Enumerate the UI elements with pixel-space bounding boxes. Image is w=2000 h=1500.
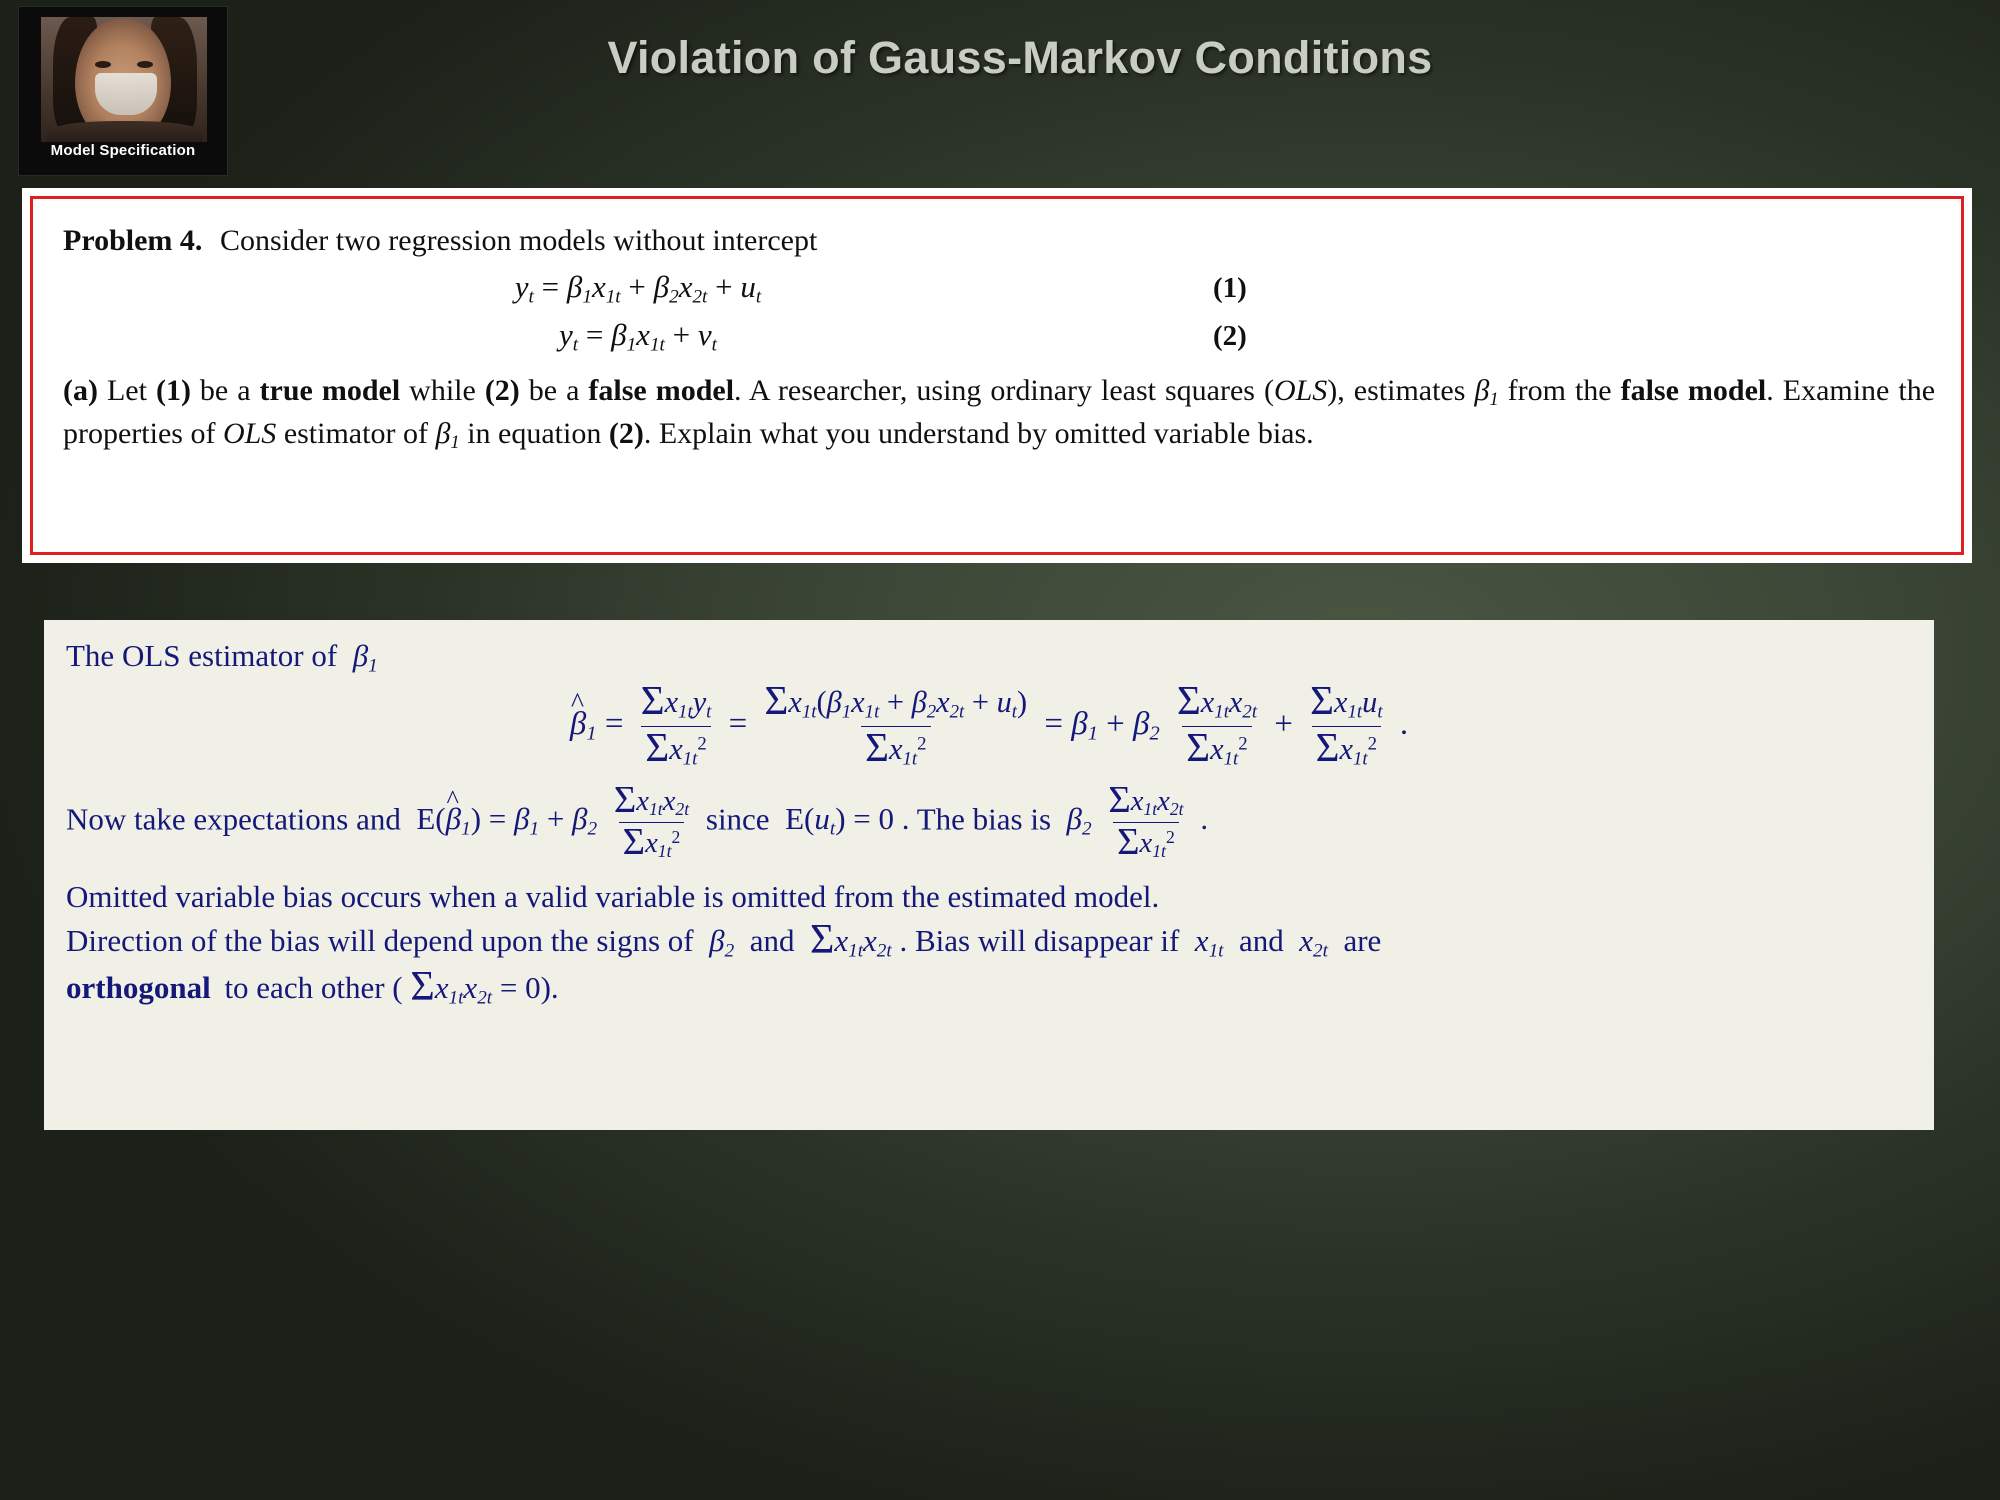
expectation-prefix: Now take expectations and (66, 801, 401, 837)
orthogonal-keyword: orthogonal (66, 970, 211, 1006)
problem-part-a: (a) Let (1) be a true model while (2) be a false model. A researcher, using ordinary least squares (OLS), estimates $\beta_1$ from the false model. Examine the properties of OLS estimator of $\beta_1$ in equation (2). Explain what you understand by omitted variable bias. (63, 374, 1936, 454)
orthogonal-condition: $\Sigma x_{1t}x_{2t} = 0$ (410, 964, 541, 1011)
direction-and: and (749, 922, 795, 958)
direction-text-1: Direction of the bias will depend upon the signs of (66, 922, 694, 958)
problem-panel-border (30, 196, 1964, 555)
webcam-caption: Model Specification (50, 142, 196, 159)
main-derivation-equation: β $\^{}_1$ = $\frac{\Sigma x_{1t}y_t}{\Sigma x_{1t}^2}$ = $\frac{\Sigma x_{1t}(\beta_1x_{1t} + \beta_2x_{2t} + u_t)}{\Sigma x_{1t}^2}$ = $\beta_1 + \beta_2$ $\frac{\Sigma x_{1t}x_{2t}}{\Sigma x_{1t}^2}$ + $\frac{\Sigma x_{1t}u_t}{\Sigma x_{1t}^2}$ . (66, 681, 1912, 771)
equation-row-1 (63, 267, 1935, 310)
equation-1-number: (1) (1213, 271, 1247, 304)
expectation-since: since (705, 801, 770, 837)
solution-intro-text: The OLS estimator of (66, 638, 338, 673)
solution-intro-line (66, 636, 1912, 679)
equation-1: $y_t = \beta_1x_{1t} + \beta_2x_{2t} + u_t$ (514, 268, 762, 307)
problem-panel (22, 188, 1972, 563)
bias-expression: $\beta_2$ $\frac{\Sigma x_{1t}x_{2t}}{\Sigma x_{1t}^2}$ . (1066, 778, 1209, 863)
webcam-eye-right (137, 61, 153, 68)
problem-heading-line (63, 221, 1935, 261)
fraction-x1u-over-x2: $\frac{\Sigma x_{1t}u_t}{\Sigma x_{1t}^2}$ (1310, 677, 1383, 771)
bias-prefix: The bias is (916, 801, 1052, 837)
equation-2-number: (2) (1213, 320, 1247, 353)
orthogonal-rest-prefix: to each other ( (224, 970, 403, 1006)
webcam-face-mask (95, 73, 157, 115)
direction-x2: $x_{2t}$ (1291, 922, 1328, 962)
direction-sum: $\Sigma x_{1t}x_{2t}$ . (809, 916, 908, 963)
expectation-line (66, 778, 1912, 863)
webcam-shoulders (47, 121, 203, 142)
fraction-expanded: $\frac{\Sigma x_{1t}(\beta_1x_{1t} + \beta_2x_{2t} + u_t)}{\Sigma x_{1t}^2}$ (764, 677, 1028, 771)
webcam-eye-left (95, 61, 111, 68)
problem-intro: Consider two regression models without intercept (219, 224, 818, 257)
direction-text-2: Bias will disappear if (914, 922, 1180, 958)
equation-2: $y_t = \beta_1x_{1t} + v_t$ (559, 317, 717, 356)
problem-heading: Problem 4. (63, 224, 203, 257)
expectation-zero: $E(u_t) = 0$ . (777, 801, 910, 840)
solution-panel (44, 620, 1934, 1130)
webcam-video-frame (41, 17, 207, 142)
orthogonal-line (66, 964, 1912, 1011)
fraction-x1x2-over-x2: $\frac{\Sigma x_{1t}x_{2t}}{\Sigma x_{1t}^2}$ (1176, 677, 1258, 771)
expectation-equation: E(β $\^{}_1) = \beta_1 + \beta_2$ $\frac{\Sigma x_{1t}x_{2t}}{\Sigma x_{1t}^2}$ (409, 801, 706, 836)
direction-beta2: $\beta_2$ (701, 922, 735, 962)
direction-text-3: are (1343, 922, 1382, 958)
direction-line (66, 916, 1912, 964)
fraction-xy-over-x2: $\frac{\Sigma x_{1t}y_t}{\Sigma x_{1t}^2}$ (640, 677, 712, 771)
orthogonal-rest-suffix: ). (540, 970, 559, 1006)
definition-line: Omitted variable bias occurs when a valid variable is omitted from the estimated model. (66, 878, 1160, 914)
beta-hat: β ^ (570, 703, 586, 746)
direction-and-2: and (1239, 922, 1284, 958)
direction-x1: $x_{1t}$ (1187, 922, 1224, 962)
equation-row-2 (63, 315, 1935, 358)
beta1-symbol: $\beta_1$ (344, 638, 378, 677)
page-title: Violation of Gauss-Markov Conditions (607, 32, 1433, 83)
webcam-thumbnail[interactable] (18, 6, 228, 176)
part-a-label: (a) (63, 374, 98, 408)
